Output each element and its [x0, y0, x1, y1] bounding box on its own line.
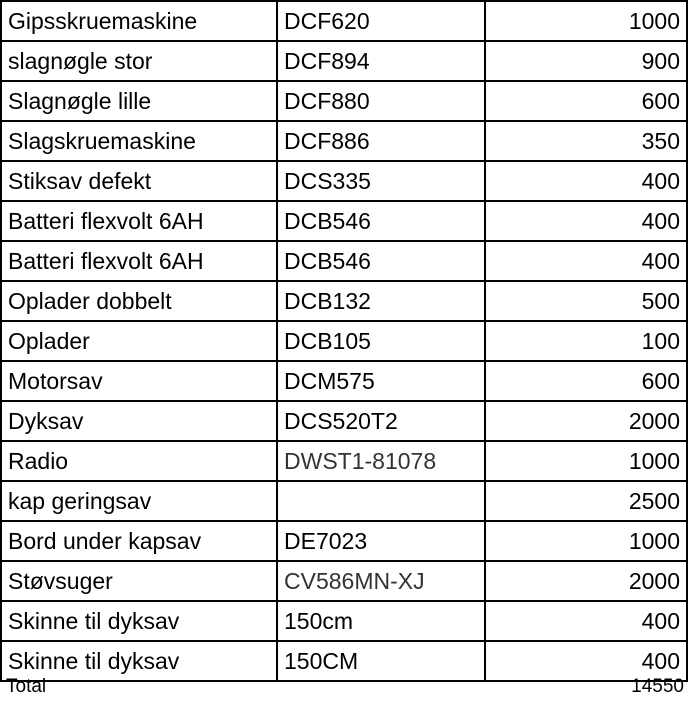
- item-price-cell[interactable]: 100: [485, 321, 687, 361]
- table-row: [1, 161, 687, 201]
- item-model-cell[interactable]: 150CM: [277, 641, 485, 681]
- item-price-cell[interactable]: 500: [485, 281, 687, 321]
- item-model-cell[interactable]: DCF880: [277, 81, 485, 121]
- table-row: [1, 81, 687, 121]
- table-row: [1, 481, 687, 521]
- table-row: [1, 401, 687, 441]
- item-model-cell[interactable]: DCF620: [277, 1, 485, 41]
- item-name-cell[interactable]: Stiksav defekt: [1, 161, 277, 201]
- item-price-cell[interactable]: 600: [485, 361, 687, 401]
- item-model-cell[interactable]: DCF894: [277, 41, 485, 81]
- item-name-cell[interactable]: Dyksav: [1, 401, 277, 441]
- item-price-cell[interactable]: 350: [485, 121, 687, 161]
- item-model-cell[interactable]: CV586MN-XJ: [277, 561, 485, 601]
- item-price-cell[interactable]: 400: [485, 201, 687, 241]
- table-row: [1, 281, 687, 321]
- item-name-cell[interactable]: Skinne til dyksav: [1, 641, 277, 681]
- table-row: [1, 521, 687, 561]
- item-name-cell[interactable]: Batteri flexvolt 6AH: [1, 201, 277, 241]
- item-price-cell[interactable]: 400: [485, 241, 687, 281]
- item-model-cell[interactable]: DWST1-81078: [277, 441, 485, 481]
- table-row: [1, 121, 687, 161]
- table-row: [1, 441, 687, 481]
- table-row: [1, 601, 687, 641]
- table-row: [1, 41, 687, 81]
- item-name-cell[interactable]: Radio: [1, 441, 277, 481]
- item-name-cell[interactable]: Batteri flexvolt 6AH: [1, 241, 277, 281]
- item-name-cell[interactable]: Slagnøgle lille: [1, 81, 277, 121]
- item-model-cell[interactable]: DE7023: [277, 521, 485, 561]
- item-model-cell[interactable]: [277, 481, 485, 521]
- item-price-cell[interactable]: 2000: [485, 561, 687, 601]
- item-model-cell[interactable]: DCS520T2: [277, 401, 485, 441]
- table-row: [1, 561, 687, 601]
- item-model-cell[interactable]: 150cm: [277, 601, 485, 641]
- item-price-cell[interactable]: 2500: [485, 481, 687, 521]
- table-body: [1, 1, 687, 681]
- total-label: Total: [6, 676, 47, 697]
- item-model-cell[interactable]: DCM575: [277, 361, 485, 401]
- item-model-cell[interactable]: DCS335: [277, 161, 485, 201]
- item-price-cell[interactable]: 900: [485, 41, 687, 81]
- item-name-cell[interactable]: Slagskruemaskine: [1, 121, 277, 161]
- item-price-cell[interactable]: 400: [485, 161, 687, 201]
- table-row: [1, 361, 687, 401]
- item-name-cell[interactable]: Oplader: [1, 321, 277, 361]
- item-name-cell[interactable]: Oplader dobbelt: [1, 281, 277, 321]
- item-model-cell[interactable]: DCB546: [277, 201, 485, 241]
- item-name-cell[interactable]: Skinne til dyksav: [1, 601, 277, 641]
- item-price-cell[interactable]: 600: [485, 81, 687, 121]
- table-row: [1, 321, 687, 361]
- table-row: [1, 241, 687, 281]
- total-value: 14550: [631, 676, 684, 697]
- table-row: [1, 201, 687, 241]
- item-price-cell[interactable]: 1000: [485, 441, 687, 481]
- item-name-cell[interactable]: Bord under kapsav: [1, 521, 277, 561]
- item-price-cell[interactable]: 1000: [485, 1, 687, 41]
- item-price-cell[interactable]: 2000: [485, 401, 687, 441]
- item-price-cell[interactable]: 1000: [485, 521, 687, 561]
- item-price-cell[interactable]: 400: [485, 641, 687, 681]
- item-price-cell[interactable]: 400: [485, 601, 687, 641]
- item-name-cell[interactable]: slagnøgle stor: [1, 41, 277, 81]
- table-row: [1, 1, 687, 41]
- item-name-cell[interactable]: Gipsskruemaskine: [1, 1, 277, 41]
- item-model-cell[interactable]: DCF886: [277, 121, 485, 161]
- item-model-cell[interactable]: DCB105: [277, 321, 485, 361]
- item-model-cell[interactable]: DCB132: [277, 281, 485, 321]
- item-model-cell[interactable]: DCB546: [277, 241, 485, 281]
- item-name-cell[interactable]: Støvsuger: [1, 561, 277, 601]
- total-row: [0, 672, 686, 702]
- item-name-cell[interactable]: kap geringsav: [1, 481, 277, 521]
- item-name-cell[interactable]: Motorsav: [1, 361, 277, 401]
